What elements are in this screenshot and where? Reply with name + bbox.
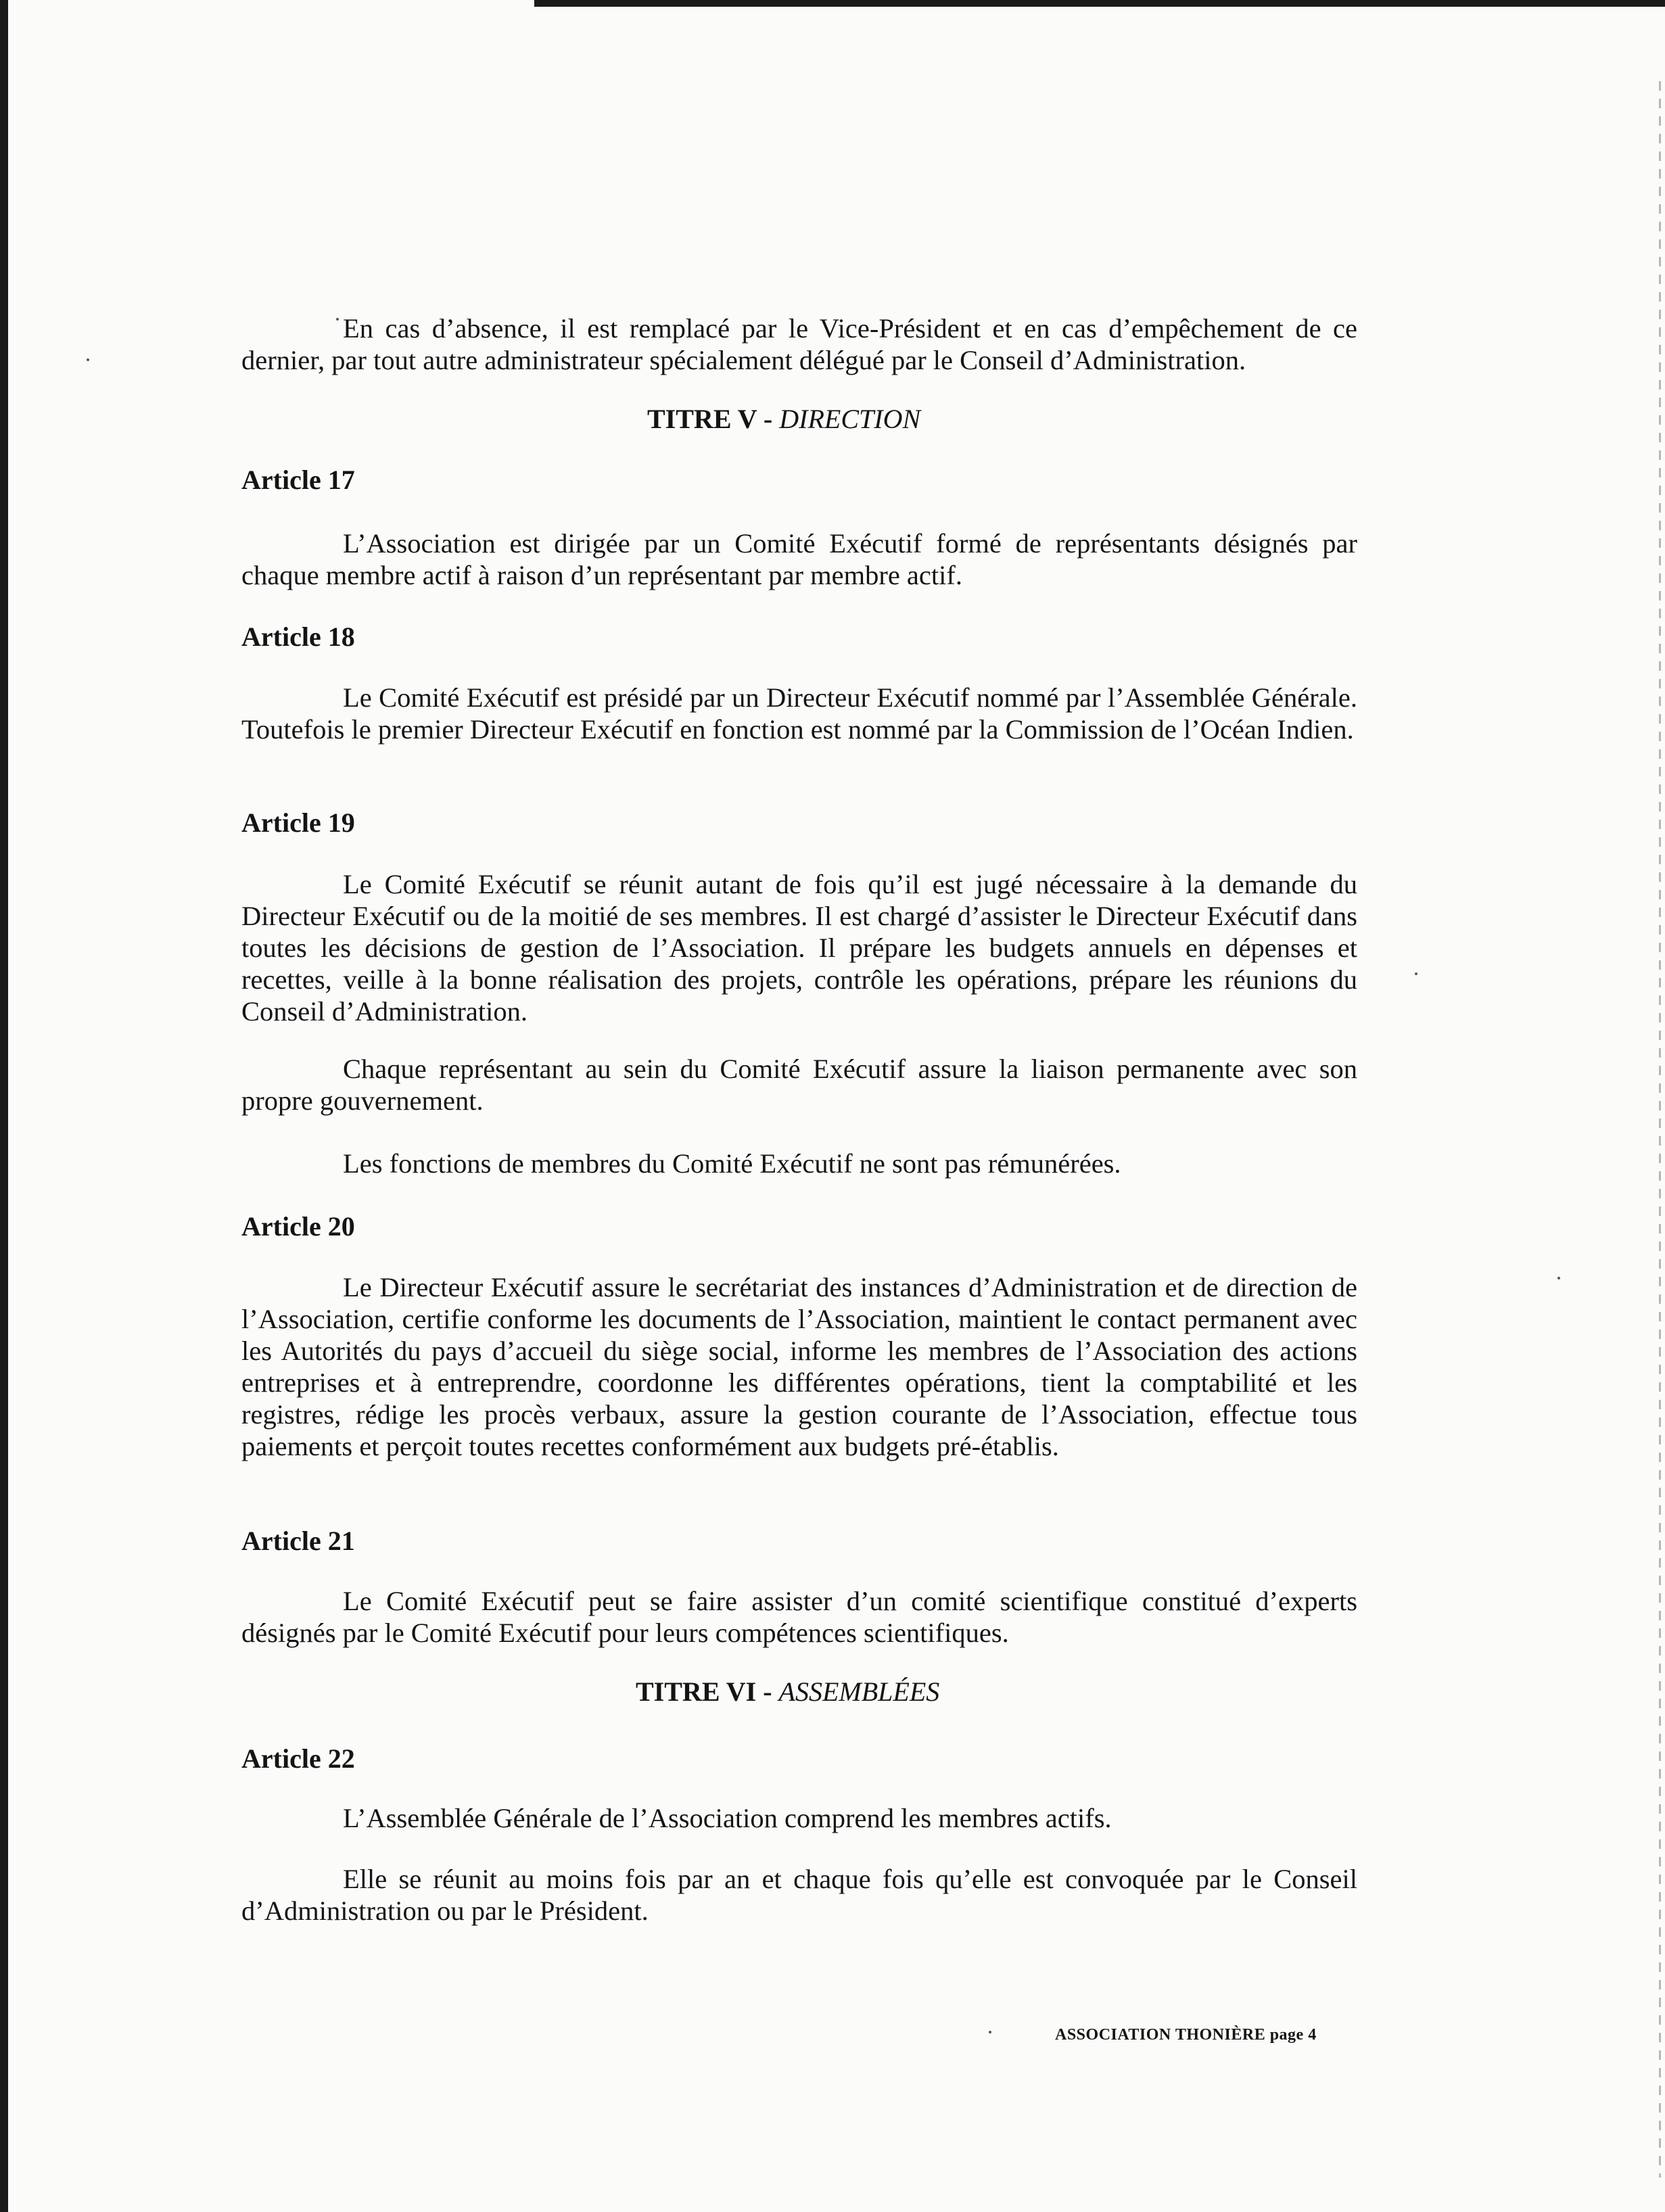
article-20-paragraph: Le Directeur Exécutif assure le secrétariat des instances d’Administration et de direction de l’Association, certifie conforme les documents de l’Association, maintient le contact permanent avec les Autorités du pays d’accueil du siège social, informe les membres de l’Association des actions entreprises et à entreprendre, coordonne les différentes opérations, tient la comptabilité et les registres, rédige les procès verbaux, assure la gestion courante de l’Association, effectue tous paiements et perçoit toutes recettes conformément aux budgets pré-établis. — [241, 1272, 1357, 1461]
article-19-body-3 — [241, 1148, 1357, 1179]
article-18-heading: Article 18 — [241, 621, 355, 652]
titre-v-subtitle: DIRECTION — [779, 404, 921, 434]
scan-speck — [1557, 1277, 1560, 1279]
article-19-paragraph-3: Les fonctions de membres du Comité Exécutif ne sont pas rémunérées. — [343, 1148, 1121, 1179]
intro-paragraph-block — [241, 312, 1357, 376]
scan-edge-top — [534, 0, 1665, 7]
scan-speck — [989, 2031, 991, 2033]
titre-vi-heading — [636, 1676, 939, 1708]
article-22-body — [241, 1802, 1357, 1834]
page-footer: ASSOCIATION THONIÈRE page 4 — [1055, 2026, 1317, 2044]
article-22-body-2 — [241, 1863, 1357, 1927]
scan-edge-right — [1659, 81, 1661, 2178]
article-17-body — [241, 527, 1357, 591]
article-19-paragraph-2: Chaque représentant au sein du Comité Exécutif assure la liaison permanente avec son propre gouvernement. — [241, 1054, 1357, 1116]
article-19-paragraph-1: Le Comité Exécutif se réunit autant de fois qu’il est jugé nécessaire à la demande du Directeur Exécutif ou de la moitié de ses membres. Il est chargé d’assister le Directeur Exécutif dans toutes les décisions de gestion de l’Association. Il prépare les budgets annuels en dépenses et recettes, veille à la bonne réalisation des projets, contrôle les opérations, prépare les réunions du Conseil d’Administration. — [241, 869, 1357, 1027]
intro-paragraph: En cas d’absence, il est remplacé par le Vice-Président et en cas d’empêchement de ce dernier, par tout autre administrateur spécialement délégué par le Conseil d’Administration. — [241, 313, 1357, 375]
article-18-paragraph: Le Comité Exécutif est présidé par un Directeur Exécutif nommé par l’Assemblée Générale. Toutefois le premier Directeur Exécutif en fonction est nommé par la Commission de l’Océan Indien. — [241, 682, 1357, 745]
article-17-paragraph: L’Association est dirigée par un Comité Exécutif formé de représentants désignés par chaque membre actif à raison d’un représentant par membre actif. — [241, 528, 1357, 590]
scan-speck — [1415, 972, 1417, 975]
article-18-body — [241, 682, 1357, 745]
article-22-heading: Article 22 — [241, 1743, 355, 1774]
titre-v-heading — [647, 403, 920, 435]
article-21-heading: Article 21 — [241, 1526, 355, 1556]
article-20-body — [241, 1271, 1357, 1462]
titre-vi-label: TITRE VI - — [636, 1676, 779, 1707]
article-19-body-2 — [241, 1053, 1357, 1116]
article-21-body — [241, 1585, 1357, 1649]
article-22-paragraph-2: Elle se réunit au moins fois par an et chaque fois qu’elle est convoquée par le Conseil d’Administration ou par le Président. — [241, 1864, 1357, 1926]
article-17-heading: Article 17 — [241, 465, 355, 495]
titre-v-label: TITRE V - — [647, 404, 780, 434]
article-19-body — [241, 868, 1357, 1027]
article-19-heading: Article 19 — [241, 807, 355, 838]
scan-edge-left — [0, 0, 8, 2212]
article-20-heading: Article 20 — [241, 1211, 355, 1242]
titre-vi-subtitle: ASSEMBLÉES — [778, 1676, 940, 1707]
article-22-paragraph-1: L’Assemblée Générale de l’Association comprend les membres actifs. — [343, 1803, 1112, 1833]
scan-speck — [87, 358, 89, 361]
article-21-paragraph: Le Comité Exécutif peut se faire assister d’un comité scientifique constitué d’experts désignés par le Comité Exécutif pour leurs compétences scientifiques. — [241, 1586, 1357, 1648]
